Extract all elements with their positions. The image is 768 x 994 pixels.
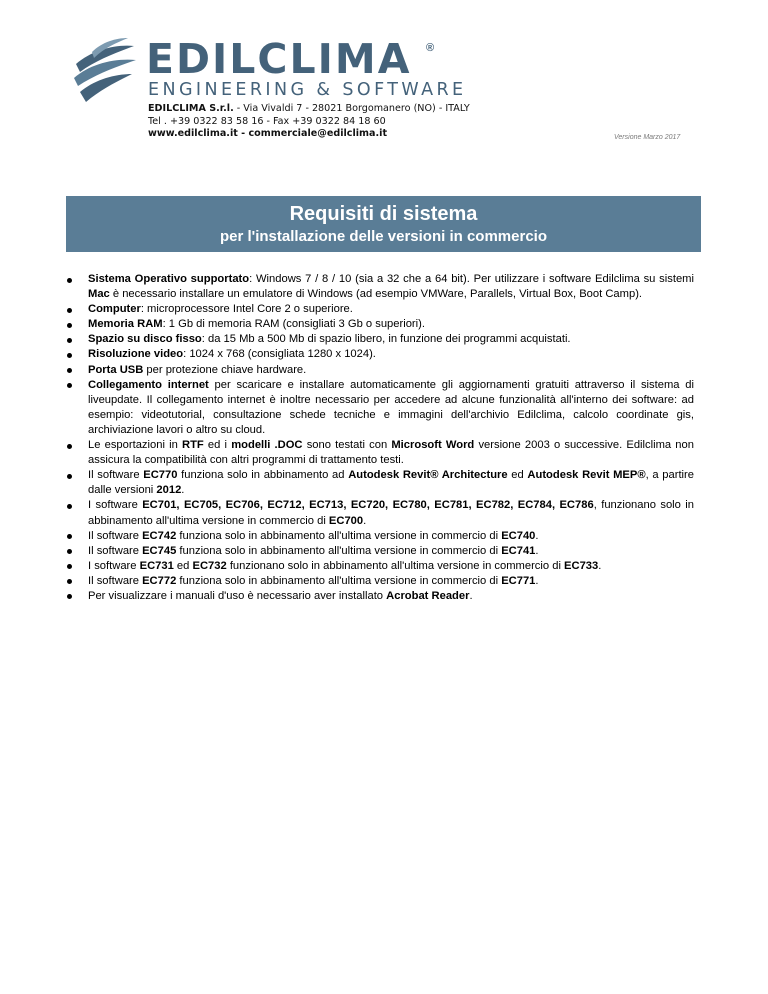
term: Autodesk Revit MEP®: [527, 469, 646, 482]
term: Mac: [88, 288, 110, 301]
text: funziona solo in abbinamento ad: [177, 469, 349, 482]
registered-mark: ®: [426, 42, 435, 54]
title-banner: [66, 196, 701, 252]
term: modelli .DOC: [231, 439, 303, 452]
text: Il software: [88, 469, 144, 482]
requirements-list: [66, 272, 694, 604]
term: EC700: [328, 514, 364, 527]
text: Le esportazioni in: [88, 439, 182, 452]
page-title: Requisiti di sistema: [289, 203, 478, 225]
text: .: [363, 514, 367, 527]
term: Risoluzione video: [88, 348, 184, 361]
company-address: [148, 103, 470, 116]
company-contact: [148, 103, 470, 141]
text: versione 2003 o successive. Edilclima non assicura la compatibilità con altri programmi di trattamento testi.: [88, 439, 694, 467]
list-item: [66, 559, 694, 574]
term: EC733: [564, 559, 599, 572]
list-item: [66, 332, 694, 347]
text: funziona solo in abbinamento all'ultima versione in commercio di: [176, 544, 502, 557]
list-item: [66, 498, 694, 528]
text: : da 15 Mb a 500 Mb di spazio libero, in funzione dei programmi acquistati.: [201, 333, 571, 346]
text: funziona solo in abbinamento all'ultima versione in commercio di: [176, 529, 502, 542]
term: EC772: [142, 574, 177, 587]
text: , funzionano solo in abbinamento all'ultima versione in commercio di: [88, 499, 694, 527]
address-text: - Via Vivaldi 7 - 28021 Borgomanero (NO) - ITALY: [233, 103, 470, 114]
list-item: [66, 544, 694, 559]
text: sono testati con: [302, 439, 392, 452]
version-note: Versione Marzo 2017: [614, 134, 681, 141]
text: ed: [507, 469, 528, 482]
text: I software: [88, 559, 140, 572]
text: funziona solo in abbinamento all'ultima versione in commercio di: [176, 574, 502, 587]
list-item: [66, 317, 694, 332]
text: : Windows 7 / 8 / 10 (sia a 32 che a 64 bit). Per utilizzare i software Edilclima su sistemi: [249, 273, 694, 285]
page-subtitle: per l'installazione delle versioni in commercio: [219, 228, 547, 245]
term: RTF: [182, 439, 204, 452]
text: : 1024 x 768 (consigliata 1280 x 1024).: [183, 348, 376, 361]
list-item: [66, 574, 694, 589]
term: Acrobat Reader: [386, 589, 470, 602]
text: .: [535, 544, 539, 557]
term: Spazio su disco fisso: [88, 333, 202, 346]
list-item: [66, 468, 694, 498]
text: .: [535, 529, 539, 542]
list-item: [66, 302, 694, 317]
company-phone: Tel . +39 0322 83 58 16 - Fax +39 0322 84 18 60: [148, 115, 386, 127]
text: : 1 Gb di memoria RAM (consigliati 3 Gb o superiori).: [162, 318, 425, 331]
company-name: EDILCLIMA S.r.l.: [148, 103, 234, 114]
term: EC741: [501, 544, 536, 557]
text: Il software: [88, 574, 143, 587]
text: .: [469, 589, 473, 602]
text: Per visualizzare i manuali d'uso è necessario aver installato: [88, 589, 387, 602]
term: Porta USB: [88, 363, 144, 376]
text: per protezione chiave hardware.: [143, 363, 307, 376]
term: EC770: [143, 469, 178, 482]
text: I software: [88, 499, 143, 512]
company-web: www.edilclima.it - commerciale@edilclima.it: [148, 128, 388, 139]
text: ed: [173, 559, 193, 572]
term: Memoria RAM: [88, 318, 163, 331]
text: ed i: [203, 439, 232, 452]
text: .: [535, 574, 539, 587]
term: EC740: [501, 529, 536, 542]
edilclima-swoosh-icon: [72, 34, 138, 106]
text: , a partire dalle versioni: [88, 469, 694, 497]
text: funzionano solo in abbinamento all'ultima versione in commercio di: [226, 559, 565, 572]
brand-tagline: ENGINEERING & SOFTWARE: [148, 80, 467, 100]
brand-name: EDILCLIMA: [146, 35, 412, 83]
text: : microprocessore Intel Core 2 o superiore.: [140, 303, 353, 316]
text: per scaricare e installare automaticamente gli aggiornamenti gratuiti attraverso il sistema di liveupdate. Il collegamento internet è inoltre necessario per accedere ad alcune funzionalità all'interno dei software: ad esempio: videotutorial, consultazione schede tecniche e immagini dell'archivio Edilclima, calcolo coordinate gis, archiviazione lavori o altro su cloud.: [88, 378, 694, 436]
text: Il software: [88, 529, 143, 542]
term: EC745: [142, 544, 177, 557]
term: Sistema Operativo supportato: [88, 273, 250, 285]
term: Computer: [88, 303, 141, 316]
term: EC771: [501, 574, 536, 587]
letterhead: [0, 0, 768, 160]
text: Il software: [88, 544, 143, 557]
list-item: [66, 378, 694, 438]
term: EC732: [192, 559, 227, 572]
term: Autodesk Revit® Architecture: [348, 469, 508, 482]
term: EC731: [139, 559, 174, 572]
list-item: [66, 347, 694, 362]
term: EC742: [142, 529, 177, 542]
text: è necessario installare un emulatore di Windows (ad esempio VMWare, Parallels, Virtual Box, Boot Camp).: [109, 288, 643, 301]
text: .: [598, 559, 602, 572]
term: 2012: [156, 484, 182, 497]
list-item: [66, 438, 694, 468]
list-item: [66, 272, 694, 302]
term: Collegamento internet: [88, 378, 209, 391]
term: Microsoft Word: [391, 439, 475, 452]
term: EC701, EC705, EC706, EC712, EC713, EC720, EC780, EC781, EC782, EC784, EC786: [142, 499, 594, 512]
list-item: [66, 363, 694, 378]
list-item: [66, 529, 694, 544]
text: .: [181, 484, 185, 497]
list-item: [66, 589, 694, 604]
